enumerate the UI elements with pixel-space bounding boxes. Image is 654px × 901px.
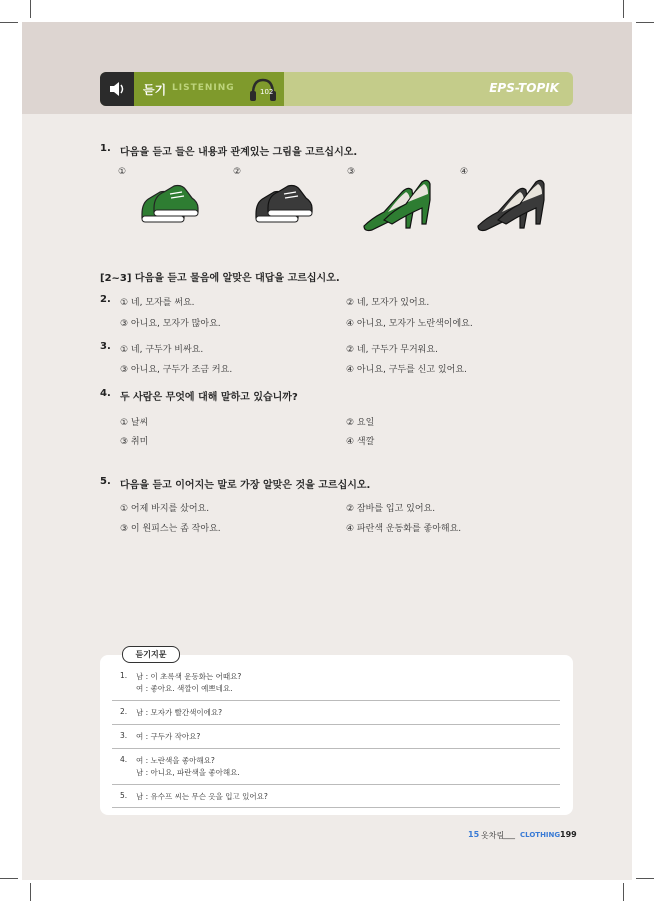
script-divider [112, 724, 560, 725]
q3-option-3: ③ 아니요, 구두가 조금 커요. [120, 365, 233, 375]
question-2-number: 2. [100, 294, 111, 305]
q1-choice-3: ③ [347, 167, 356, 177]
brand-logo: EPS-TOPIK [489, 81, 559, 95]
track-number: 102 [260, 88, 274, 96]
q2-option-3: ③ 아니요, 모자가 많아요. [120, 319, 221, 329]
listening-script-label: 듣기지문 [122, 646, 180, 663]
q2-option-4: ④ 아니요, 모자가 노란색이에요. [346, 319, 473, 329]
black-sneakers-icon [252, 176, 316, 230]
green-heels-icon [362, 176, 434, 232]
script-item-number: 3. [120, 731, 128, 740]
crop-mark [30, 883, 31, 901]
section-subtitle: LISTENING [172, 83, 235, 93]
script-line: 여 : 좋아요. 색깔이 예쁘네요. [136, 684, 233, 693]
footer-english-title: CLOTHING [520, 831, 561, 839]
q1-choice-4: ④ [460, 167, 469, 177]
crop-mark [0, 878, 18, 879]
script-line: 남 : 모자가 빨간색이에요? [136, 708, 223, 717]
footer-blank: ___ [503, 830, 515, 839]
q4-option-1: ① 날씨 [120, 418, 149, 428]
q5-option-4: ④ 파란색 운동화를 좋아해요. [346, 524, 462, 534]
script-divider [112, 700, 560, 701]
script-divider [112, 807, 560, 808]
q3-option-4: ④ 아니요, 구두를 신고 있어요. [346, 365, 467, 375]
script-item-number: 5. [120, 791, 128, 800]
q2-option-1: ① 네, 모자를 써요. [120, 298, 195, 308]
green-sneakers-icon [138, 176, 202, 230]
q5-option-3: ③ 이 원피스는 좀 작아요. [120, 524, 221, 534]
section-title: 듣기 [143, 83, 167, 97]
script-line: 남 : 아니요, 파란색을 좋아해요. [136, 768, 240, 777]
instruction-2-3: [2~3] 다음을 듣고 물음에 알맞은 대답을 고르십시오. [100, 273, 340, 284]
q3-option-2: ② 네, 구두가 무거워요. [346, 345, 438, 355]
question-3-number: 3. [100, 341, 111, 352]
script-line: 남 : 유수프 씨는 무슨 옷을 입고 있어요? [136, 792, 268, 801]
section-header [100, 72, 573, 106]
question-1-number: 1. [100, 143, 111, 154]
q2-option-2: ② 네, 모자가 있어요. [346, 298, 430, 308]
q1-choice-1: ① [118, 167, 127, 177]
script-line: 남 : 이 초록색 운동화는 어때요? [136, 672, 242, 681]
footer-chapter-number: 15 [468, 830, 480, 839]
crop-mark [0, 22, 18, 23]
script-item-number: 4. [120, 755, 128, 764]
speaker-icon [100, 72, 134, 106]
crop-mark [30, 0, 31, 18]
page-number: 199 [560, 830, 577, 839]
script-divider [112, 784, 560, 785]
q3-option-1: ① 네, 구두가 비싸요. [120, 345, 204, 355]
script-line: 여 : 노란색을 좋아해요? [136, 756, 215, 765]
question-4-number: 4. [100, 388, 111, 399]
script-divider [112, 748, 560, 749]
script-line: 여 : 구두가 작아요? [136, 732, 201, 741]
q5-option-1: ① 어제 바지를 샀어요. [120, 504, 210, 514]
q4-option-3: ③ 취미 [120, 437, 149, 447]
footer-chapter-title: 옷차림 [481, 831, 505, 840]
crop-mark [636, 878, 654, 879]
q4-option-4: ④ 색깔 [346, 437, 375, 447]
script-item-number: 1. [120, 671, 128, 680]
q5-option-2: ② 잠바를 입고 있어요. [346, 504, 436, 514]
question-1-text: 다음을 듣고 들은 내용과 관계있는 그림을 고르십시오. [120, 147, 358, 158]
speaker-icon-box [100, 72, 134, 106]
question-5-number: 5. [100, 476, 111, 487]
question-5-text: 다음을 듣고 이어지는 말로 가장 알맞은 것을 고르십시오. [120, 480, 371, 491]
black-heels-icon [476, 176, 548, 232]
crop-mark [623, 883, 624, 901]
crop-mark [636, 22, 654, 23]
question-4-text: 두 사람은 무엇에 대해 말하고 있습니까? [120, 392, 298, 403]
q1-choice-2: ② [233, 167, 242, 177]
script-item-number: 2. [120, 707, 128, 716]
q4-option-2: ② 요일 [346, 418, 375, 428]
crop-mark [623, 0, 624, 18]
